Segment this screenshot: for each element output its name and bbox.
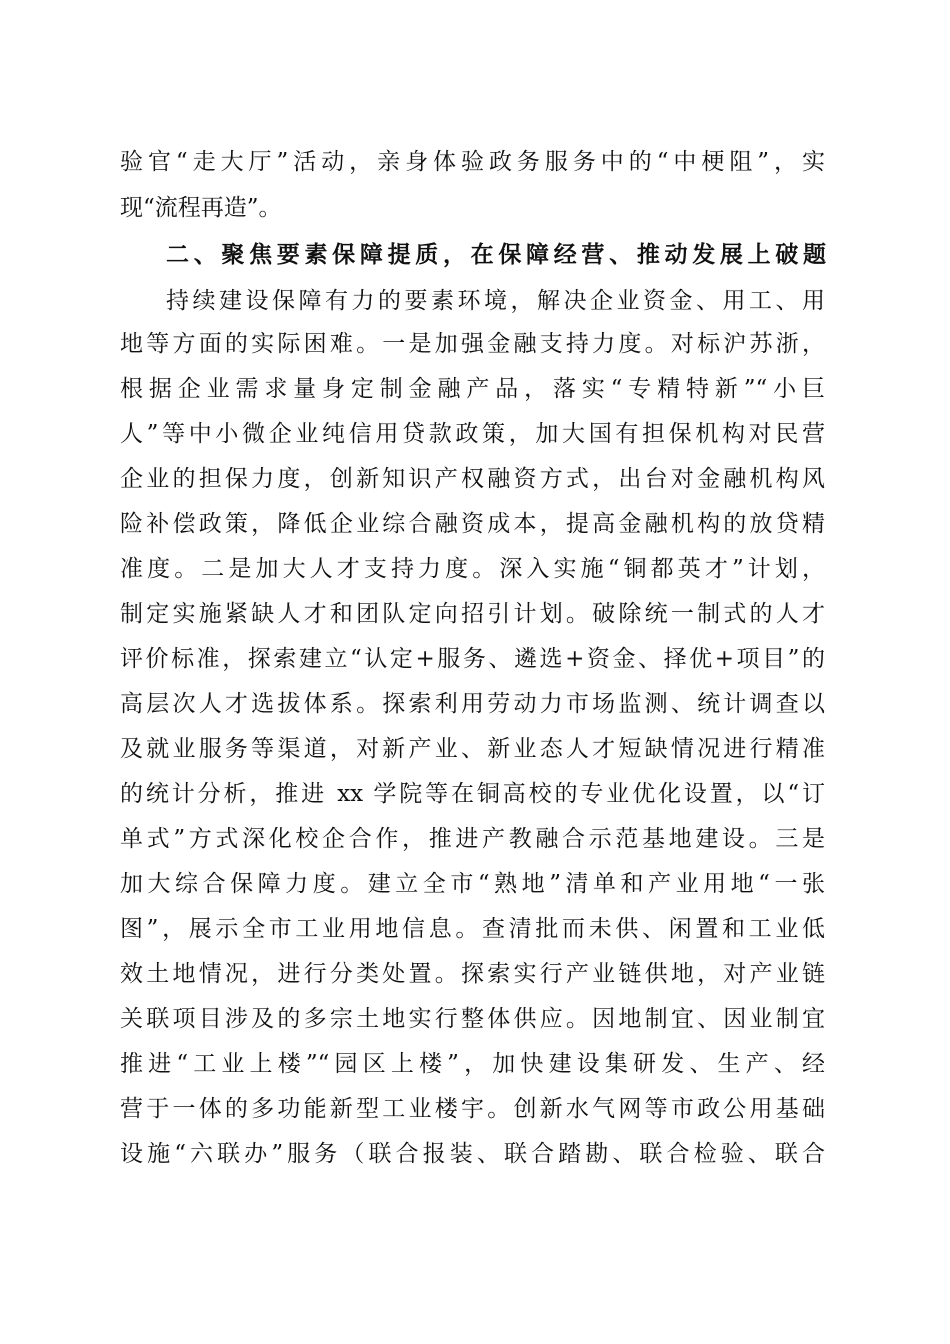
body-text-line: 营于一体的多功能新型工业楼宇。创新水气网等市政公用基础 [120, 1096, 825, 1122]
body-text-line: 验官“走大厅”活动，亲身体验政务服务中的“中梗阻”，实 [120, 149, 825, 175]
body-text-line: 加大综合保障力度。建立全市“熟地”清单和产业用地“一张 [120, 871, 825, 897]
body-text-line: 根据企业需求量身定制金融产品，落实“专精特新”“小巨 [120, 376, 825, 402]
body-text-line: 现“流程再造”。 [120, 195, 282, 221]
body-text-line: 准度。二是加大人才支持力度。深入实施“铜都英才”计划， [120, 556, 825, 582]
body-text-line: 的统计分析，推进 xx 学院等在铜高校的专业优化设置，以“订 [120, 781, 825, 807]
body-text-line: 推进“工业上楼”“园区上楼”，加快建设集研发、生产、经 [120, 1051, 825, 1077]
body-text-line: 关联项目涉及的多宗土地实行整体供应。因地制宜、因业制宜 [120, 1006, 825, 1032]
body-text-line: 图”，展示全市工业用地信息。查清批而未供、闲置和工业低 [120, 916, 825, 942]
body-text-line: 企业的担保力度，创新知识产权融资方式，出台对金融机构风 [120, 466, 825, 492]
body-text-line: 高层次人才选拔体系。探索利用劳动力市场监测、统计调查以 [120, 691, 825, 717]
body-text-line: 险补偿政策，降低企业综合融资成本，提高金融机构的放贷精 [120, 511, 825, 537]
body-text-line: 设施“六联办”服务（联合报装、联合踏勘、联合检验、联合 [120, 1141, 825, 1167]
body-text-line: 地等方面的实际困难。一是加强金融支持力度。对标沪苏浙， [120, 331, 825, 357]
section-heading: 二、聚焦要素保障提质，在保障经营、推动发展上破题 [166, 242, 826, 268]
body-text-line: 人”等中小微企业纯信用贷款政策，加大国有担保机构对民营 [120, 421, 825, 447]
body-text-line: 及就业服务等渠道，对新产业、新业态人才短缺情况进行精准 [120, 736, 825, 762]
paragraph-first-line: 持续建设保障有力的要素环境，解决企业资金、用工、用 [166, 288, 825, 314]
body-text-line: 制定实施紧缺人才和团队定向招引计划。破除统一制式的人才 [120, 601, 825, 627]
body-text-line: 效土地情况，进行分类处置。探索实行产业链供地，对产业链 [120, 961, 825, 987]
body-text-line: 评价标准，探索建立“认定+服务、遴选+资金、择优+项目”的 [120, 646, 825, 672]
body-text-line: 单式”方式深化校企合作，推进产教融合示范基地建设。三是 [120, 826, 825, 852]
